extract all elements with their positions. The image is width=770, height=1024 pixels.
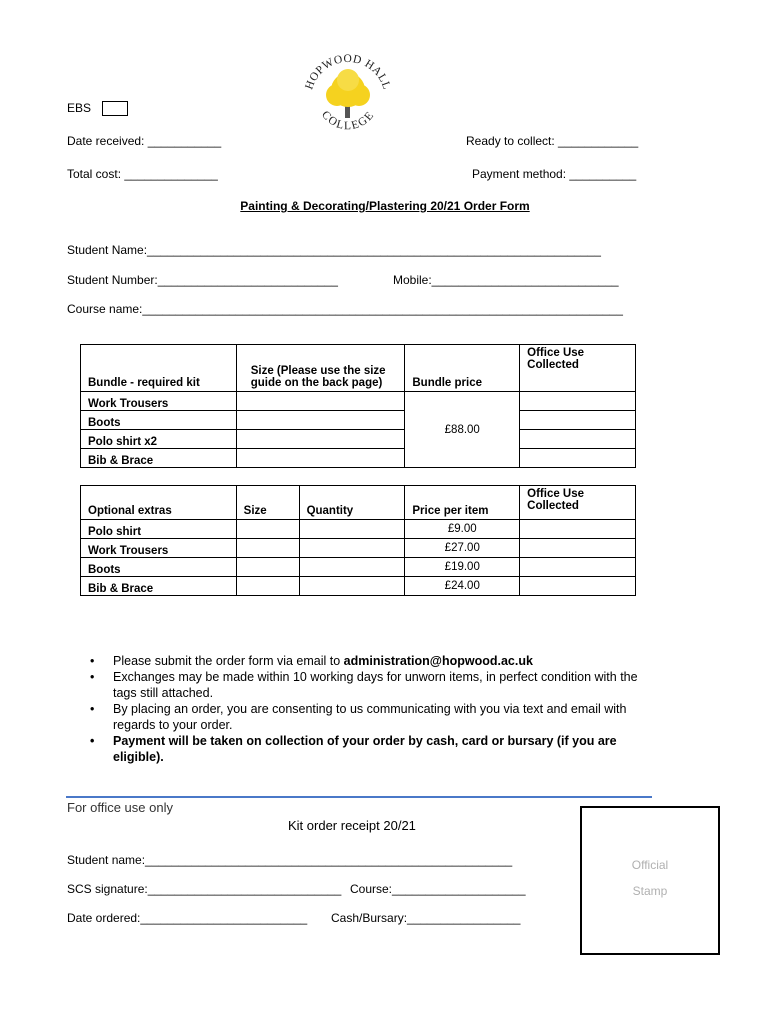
mobile-field[interactable]: Mobile:____________________________ [393,273,619,287]
table-row [81,577,636,596]
total-cost-field[interactable]: Total cost: ______________ [67,167,218,181]
college-logo [300,50,396,136]
ebs-checkbox[interactable] [102,101,128,116]
bundle-table [80,344,636,468]
stamp-label-line1: Official [631,858,669,872]
extras-header-size: Size [236,486,299,520]
list-item [90,653,645,669]
quantity-input[interactable] [299,558,405,577]
extras-table [80,485,636,596]
price-value: £27.00 [405,539,520,558]
ready-to-collect-field[interactable]: Ready to collect: ____________ [466,134,639,148]
office-collected-cell[interactable] [520,558,636,577]
quantity-input[interactable] [299,577,405,596]
size-input[interactable] [236,558,299,577]
size-input[interactable] [236,430,405,449]
receipt-student-name-field[interactable]: Student name:_______________________________________________________ [67,853,513,867]
course-name-field[interactable]: Course name:________________________________________________________________________ [67,302,623,316]
bundle-header-size: Size (Please use the size guide on the back page) [236,345,405,392]
table-row [81,520,636,539]
receipt-title: Kit order receipt 20/21 [288,818,416,833]
form-title: Painting & Decorating/Plastering 20/21 Order Form [240,199,530,213]
extras-item: Bib & Brace [81,577,237,596]
list-item: • By placing an order, you are consenting to us communicating with you via text and email with regards to your order. [90,701,645,733]
bundle-price-value: £88.00 [405,392,520,468]
logo-college: COLLEGE [319,108,377,133]
size-input[interactable] [236,411,405,430]
office-collected-cell[interactable] [520,520,636,539]
table-row [81,539,636,558]
extras-item: Work Trousers [81,539,237,558]
table-row-item: Polo shirt x2 [81,430,237,449]
student-name-field[interactable]: Student Name:____________________________________________________________________ [67,243,601,257]
quantity-input[interactable] [299,539,405,558]
extras-item: Boots [81,558,237,577]
scs-signature-field[interactable]: SCS signature:_____________________________ [67,882,342,896]
logo-name: HOPWOOD HALL [303,52,393,92]
extras-header-office: Office Use Collected [520,486,636,520]
office-collected-cell[interactable] [520,539,636,558]
bundle-header-office: Office Use Collected [520,345,636,392]
size-input[interactable] [236,577,299,596]
price-value: £19.00 [405,558,520,577]
size-input[interactable] [236,520,299,539]
list-item: • Payment will be taken on collection of your order by cash, card or bursary (if you are eligible). [90,733,645,765]
section-divider [66,796,652,798]
receipt-course-field[interactable]: Course:____________________ [350,882,526,896]
office-collected-cell[interactable] [520,411,636,430]
table-row-item: Work Trousers [81,392,237,411]
table-row-item: Bib & Brace [81,449,237,468]
list-item: • Exchanges may be made within 10 working days for unworn items, in perfect condition with the tags still attached. [90,669,645,701]
office-collected-cell[interactable] [520,449,636,468]
office-collected-cell[interactable] [520,430,636,449]
extras-item: Polo shirt [81,520,237,539]
extras-header-price: Price per item [405,486,520,520]
size-input[interactable] [236,539,299,558]
table-row-item: Boots [81,411,237,430]
bundle-header-kit: Bundle - required kit [81,345,237,392]
cash-bursary-field[interactable]: Cash/Bursary:_________________ [331,911,521,925]
tree-icon [326,69,370,118]
date-ordered-field[interactable]: Date ordered:_________________________ [67,911,308,925]
table-row [81,558,636,577]
ebs-label: EBS [67,101,92,115]
email-link[interactable]: administration@hopwood.ac.uk [343,654,533,668]
office-use-label: For office use only [67,800,173,815]
price-value: £9.00 [405,520,520,539]
size-input[interactable] [236,392,405,411]
extras-header-item: Optional extras [81,486,237,520]
office-collected-cell[interactable] [520,392,636,411]
size-input[interactable] [236,449,405,468]
price-value: £24.00 [405,577,520,596]
date-received-field[interactable]: Date received: ___________ [67,134,222,148]
extras-header-quantity: Quantity [299,486,405,520]
bundle-header-price: Bundle price [405,345,520,392]
office-collected-cell[interactable] [520,577,636,596]
quantity-input[interactable] [299,520,405,539]
submit-instruction: Please submit the order form via email to [113,654,344,668]
official-stamp-box [580,806,720,955]
stamp-label-line2: Stamp [632,884,668,898]
instructions-list [90,653,645,765]
student-number-field[interactable]: Student Number:___________________________ [67,273,338,287]
payment-method-field[interactable]: Payment method: __________ [472,167,637,181]
